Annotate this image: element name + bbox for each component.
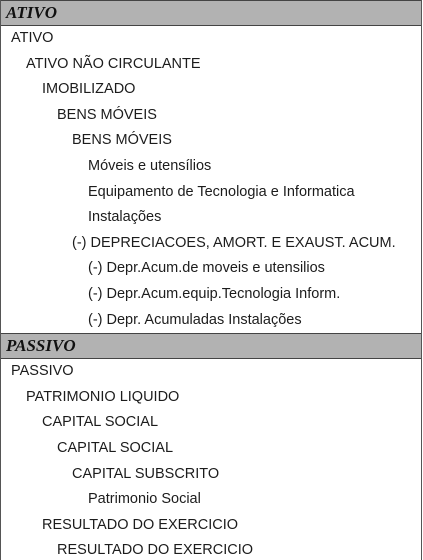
- account-row: CAPITAL SUBSCRITO: [72, 465, 220, 482]
- account-row: Equipamento de Tecnologia e Informatica: [88, 183, 355, 200]
- account-row: PATRIMONIO LIQUIDO: [26, 388, 180, 405]
- account-row: Móveis e utensílios: [88, 157, 212, 174]
- account-row: Instalações: [88, 209, 162, 226]
- account-row: (-) Depr.Acum.equip.Tecnologia Inform.: [88, 285, 341, 302]
- account-row: PASSIVO: [11, 363, 74, 380]
- account-row: (-) Depr.Acum.de moveis e utensilios: [88, 260, 325, 277]
- account-row: CAPITAL SOCIAL: [42, 414, 159, 431]
- account-row: RESULTADO DO EXERCICIO: [42, 516, 239, 533]
- account-row: BENS MÓVEIS: [57, 106, 157, 123]
- section-header-ativo: ATIVO: [1, 0, 421, 26]
- account-row: ATIVO NÃO CIRCULANTE: [26, 55, 201, 72]
- account-row: ATIVO: [11, 30, 54, 46]
- account-row: (-) Depr. Acumuladas Instalações: [88, 311, 302, 328]
- section-header-passivo: PASSIVO: [1, 333, 421, 359]
- account-row: RESULTADO DO EXERCICIO: [57, 542, 254, 559]
- account-row: (-) DEPRECIACOES, AMORT. E EXAUST. ACUM.: [72, 234, 396, 251]
- account-row: CAPITAL SOCIAL: [57, 439, 174, 456]
- account-row: BENS MÓVEIS: [72, 132, 172, 149]
- account-row: IMOBILIZADO: [42, 81, 136, 98]
- account-row: Patrimonio Social: [88, 491, 201, 508]
